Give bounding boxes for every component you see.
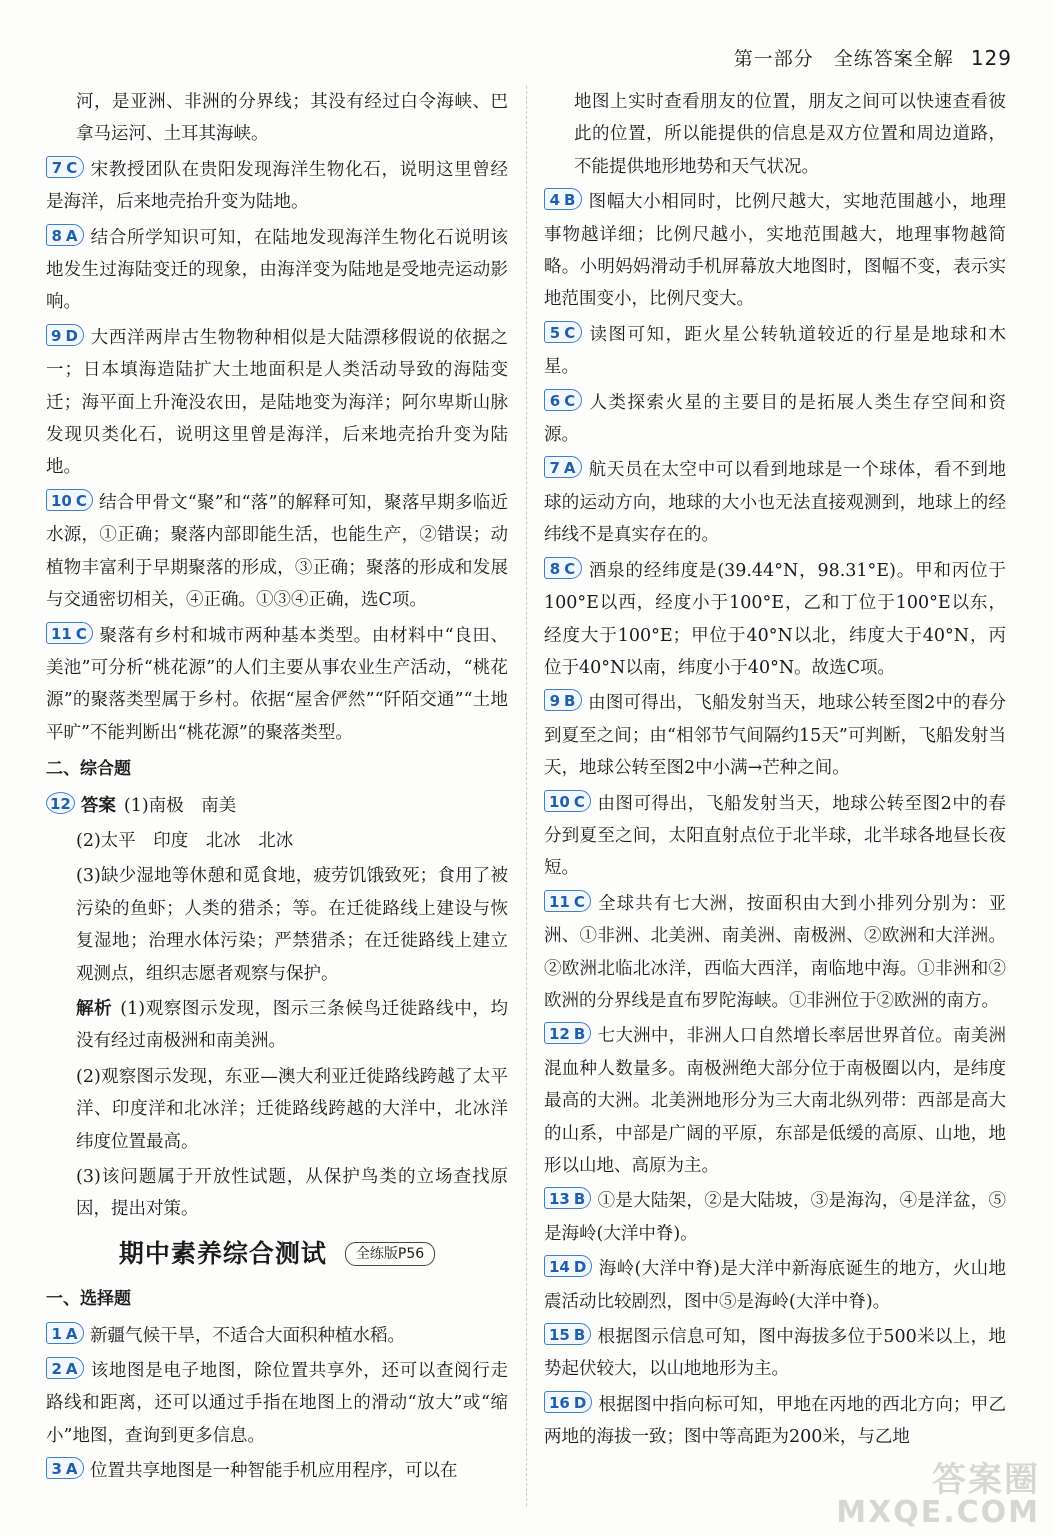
explanation-text: 根据图示信息可知，图中海拔多位于500米以上，地势起伏较大，以山地地形为主。 — [544, 1327, 1006, 1380]
answer-choice: C — [573, 792, 585, 811]
continued-text: 河，是亚洲、非洲的分界线；其没有经过白令海峡、巴拿马运河、土耳其海峡。 — [76, 92, 508, 145]
answer-choice: B — [564, 692, 576, 711]
question-number: 6 — [549, 391, 561, 410]
page-number: 129 — [970, 46, 1012, 70]
explanation-text: ①是大陆架，②是大陆坡，③是海沟，④是洋盆，⑤是海岭(大洋中脊)。 — [544, 1191, 1006, 1244]
explanation-text: 大西洋两岸古生物物种相似是大陆漂移假说的依据之一；日本填海造陆扩大土地面积是人类活动导致的海陆变迁；海平面上升淹没农田，是陆地变为海洋；阿尔卑斯山脉发现贝类化石，说明这里曾是海洋，后来地壳抬升变为陆地。 — [46, 327, 508, 478]
explanation-text: 人类探索火星的主要目的是拓展人类生存空间和资源。 — [544, 392, 1006, 446]
explanation-text: 酒泉的经纬度是(39.44°N，98.31°E)。甲和丙位于100°E以西，经度小于100°E，乙和丁位于100°E以东，经度大于100°E；甲位于40°N以北，纬度大于40°N，丙位于40°N以南，纬度小于40°N。故选C项。 — [544, 560, 1006, 678]
analysis-line: 解析 (1)观察图示发现，图示三条候鸟迁徙路线中，均没有经过南极洲和南美洲。 — [76, 998, 508, 1052]
answer-line: (2)太平 印度 北冰 北冰 — [76, 830, 294, 851]
page-header — [734, 44, 1012, 71]
answer-item-1 — [46, 1320, 508, 1352]
test-title: 期中素养综合测试 — [118, 1238, 327, 1268]
question-number: 14 — [549, 1258, 570, 1277]
answer-item-15 — [544, 1321, 1006, 1386]
answer-badge — [544, 1323, 591, 1345]
answer-item-12 — [46, 790, 508, 822]
answer-choice: D — [573, 1258, 587, 1277]
answer-badge — [46, 324, 84, 346]
answer-item-9 — [544, 687, 1006, 784]
answer-choice: C — [75, 491, 87, 510]
question-number: 11 — [549, 892, 570, 911]
answer-badge — [544, 188, 582, 210]
answer-badge — [46, 1322, 84, 1344]
explanation-text: 航天员在太空中可以看到地球是一个球体，看不到地球的运动方向，地球的大小也无法直接观测到，地球上的经纬线不是真实存在的。 — [544, 460, 1006, 546]
question-number: 1 — [51, 1324, 62, 1343]
question-number: 11 — [51, 624, 72, 643]
answer-choice: B — [573, 1190, 586, 1209]
answer-choice: D — [65, 326, 78, 345]
answer-item-14 — [544, 1253, 1006, 1318]
question-number-badge: 12 — [46, 792, 75, 814]
answer-choice: A — [65, 226, 78, 245]
answer-badge — [46, 1357, 84, 1379]
answer-item-16 — [544, 1389, 1006, 1454]
explanation-text: 全球共有七大洲，按面积由大到小排列分别为：亚洲、①非洲、北美洲、南美洲、南极洲、②欧洲和大洋洲。②欧洲北临北冰洋，西临大西洋，南临地中海。①非洲和②欧洲的分界线是直布罗陀海峡。①非洲位于②欧洲的南方。 — [544, 893, 1006, 1011]
analysis-label: 解析 — [76, 998, 113, 1019]
question-number: 5 — [549, 323, 561, 342]
answer-badge — [544, 1187, 591, 1209]
question-number: 9 — [51, 326, 62, 345]
analysis-line: (3)该问题属于开放性试题，从保护鸟类的立场查找原因，提出对策。 — [76, 1167, 508, 1220]
question-number: 10 — [549, 792, 570, 811]
answer-choice: C — [564, 391, 576, 410]
answer-item-5 — [544, 319, 1006, 384]
answer-choice: C — [573, 892, 585, 911]
explanation-text: 海岭(大洋中脊)是大洋中新海底诞生的地方，火山地震活动比较剧烈，图中⑤是海岭(大洋中脊)。 — [544, 1259, 1006, 1312]
answer-item-11 — [46, 620, 508, 750]
section-heading-choice: 一、选择题 — [46, 1289, 131, 1310]
question-number: 10 — [51, 491, 72, 510]
watermark-cn: 答案圈 — [932, 1460, 1040, 1500]
answer-item-12 — [544, 1020, 1006, 1182]
explanation-text: 位置共享地图是一种智能手机应用程序，可以在 — [90, 1461, 458, 1482]
answer-badge — [544, 557, 582, 579]
answer-choice: A — [563, 459, 576, 478]
answer-label: 答案 — [80, 795, 116, 816]
explanation-text: 根据图中指向标可知，甲地在丙地的西北方向；甲乙两地的海拔一致；图中等高距为200米，与乙地 — [544, 1394, 1006, 1448]
answer-badge — [46, 156, 84, 178]
explanation-text: 由图可得出，飞船发射当天，地球公转至图2中的春分到夏至之间，太阳直射点位于北半球，北半球各地昼长夜短。 — [544, 793, 1006, 879]
answer-badge — [46, 489, 93, 511]
answer-badge — [544, 689, 582, 711]
explanation-text: 新疆气候干旱，不适合大面积种植水稻。 — [90, 1325, 405, 1346]
answer-item-4 — [544, 186, 1006, 316]
answer-badge — [544, 1022, 591, 1044]
answer-item-8 — [46, 222, 508, 319]
continued-text: 地图上实时查看朋友的位置，朋友之间可以快速查看彼此的位置，所以能提供的信息是双方位置和周边道路，不能提供地形地势和天气状况。 — [574, 92, 1006, 177]
answer-badge — [544, 321, 582, 343]
explanation-text: 聚落有乡村和城市两种基本类型。由材料中“良田、美池”可分析“桃花源”的人们主要从事农业生产活动，“桃花源”的聚落类型属于乡村。依据“屋舍俨然”“阡陌交通”“土地平旷”不能判断出“桃花源”的聚落类型。 — [46, 625, 508, 743]
answer-badge — [46, 1457, 84, 1479]
explanation-text: 由图可得出，飞船发射当天，地球公转至图2中的春分到夏至之间；由“相邻节气间隔约15天”可判断，飞船发射当天，地球公转至图2中小满→芒种之间。 — [544, 693, 1006, 779]
watermark-en: MXQE.COM — [836, 1495, 1040, 1530]
answer-item-2 — [46, 1355, 508, 1452]
answer-choice: A — [65, 1460, 78, 1479]
question-number: 7 — [549, 459, 560, 478]
answer-badge — [544, 890, 591, 912]
answer-choice: B — [573, 1326, 586, 1345]
answer-item-10 — [46, 487, 508, 617]
answer-item-8 — [544, 555, 1006, 685]
explanation-text: 宋教授团队在贵阳发现海洋生物化石，说明这里曾经是海洋，后来地壳抬升变为陆地。 — [46, 159, 508, 213]
question-number: 8 — [549, 559, 561, 578]
question-number: 12 — [549, 1025, 570, 1044]
answer-badge — [544, 790, 591, 812]
answer-choice: D — [573, 1393, 587, 1412]
explanation-text: 图幅大小相同时，比例尺越大，实地范围越小，地理事物越详细；比例尺越小，实地范围越大，地理事物越简略。小明妈妈滑动手机屏幕放大地图时，图幅不变，表示实地范围变小，比例尺变大。 — [544, 192, 1006, 310]
answer-line: (1)南极 南美 — [123, 795, 237, 816]
answer-choice: C — [75, 624, 87, 643]
answer-line: (3)缺少湿地等休憩和觅食地，疲劳饥饿致死；食用了被污染的鱼虾；人类的猎杀；等。在迁徙路线上建设与恢复湿地；治理水体污染；严禁猎杀；在迁徙路线上建立观测点，组织志愿者观察与保护。 — [76, 866, 508, 984]
answer-item-3 — [46, 1455, 508, 1487]
analysis-line: (2)观察图示发现，东亚—澳大利亚迁徙路线跨越了太平洋、印度洋和北冰洋；迁徙路线跨越的大洋中，北冰洋纬度位置最高。 — [76, 1066, 508, 1152]
answer-choice: B — [564, 191, 576, 210]
right-column — [544, 86, 1006, 1457]
question-number: 8 — [51, 226, 62, 245]
test-reference-tag: 全练版P56 — [345, 1242, 435, 1266]
question-number: 9 — [549, 692, 560, 711]
question-number: 3 — [51, 1460, 62, 1479]
answer-badge — [544, 1391, 592, 1413]
answer-choice: C — [66, 158, 78, 177]
explanation-text: 结合所学知识可知，在陆地发现海洋生物化石说明该地发生过海陆变迁的现象，由海洋变为陆地是受地壳运动影响。 — [46, 227, 508, 313]
answer-item-9 — [46, 322, 508, 484]
question-number: 7 — [51, 158, 63, 177]
question-number: 16 — [549, 1393, 570, 1412]
explanation-text: 该地图是电子地图，除位置共享外，还可以查阅行走路线和距离，还可以通过手指在地图上的滑动“放大”或“缩小”地图，查询到更多信息。 — [46, 1361, 508, 1446]
explanation-text: 结合甲骨文“聚”和“落”的解释可知，聚落早期多临近水源，①正确；聚落内部即能生活，也能生产，②错误；动植物丰富利于早期聚落的形成，③正确；聚落的形成和发展与交通密切相关，④正确。①③④正确，选C项。 — [46, 492, 508, 611]
answer-item-7 — [544, 454, 1006, 551]
answer-choice: A — [65, 1324, 78, 1343]
answer-choice: B — [573, 1025, 586, 1044]
question-number: 4 — [549, 191, 560, 210]
answer-choice: C — [564, 323, 576, 342]
question-number: 2 — [51, 1360, 62, 1379]
answer-badge — [46, 622, 93, 644]
header-section: 第一部分 全练答案全解 — [733, 48, 954, 70]
answer-item-6 — [544, 387, 1006, 452]
section-heading-composite: 二、综合题 — [46, 759, 131, 780]
answer-badge — [544, 389, 582, 411]
answer-item-10 — [544, 788, 1006, 885]
answer-item-7 — [46, 154, 508, 219]
answer-choice: C — [564, 559, 576, 578]
watermark-logo — [836, 1452, 1040, 1530]
test-title-bar — [46, 1238, 508, 1273]
explanation-text: 七大洲中，非洲人口自然增长率居世界首位。南美洲混血种人数量多。南极洲绝大部分位于南极圈以内，是纬度最高的大洲。北美洲地形分为三大南北纵列带：西部是高大的山系，中部是广阔的平原，东部是低缓的高原、山地，地形以山地、高原为主。 — [544, 1026, 1006, 1176]
answer-item-11 — [544, 888, 1006, 1018]
question-number: 13 — [549, 1190, 570, 1209]
answer-badge — [46, 224, 84, 246]
answer-badge — [544, 1255, 592, 1277]
answer-item-13 — [544, 1185, 1006, 1250]
column-divider — [526, 86, 527, 1506]
answer-badge — [544, 456, 582, 478]
explanation-text: 读图可知，距火星公转轨道较近的行星是地球和木星。 — [544, 324, 1006, 378]
left-column — [46, 86, 508, 1491]
answer-choice: A — [65, 1360, 78, 1379]
question-number: 15 — [549, 1326, 570, 1345]
